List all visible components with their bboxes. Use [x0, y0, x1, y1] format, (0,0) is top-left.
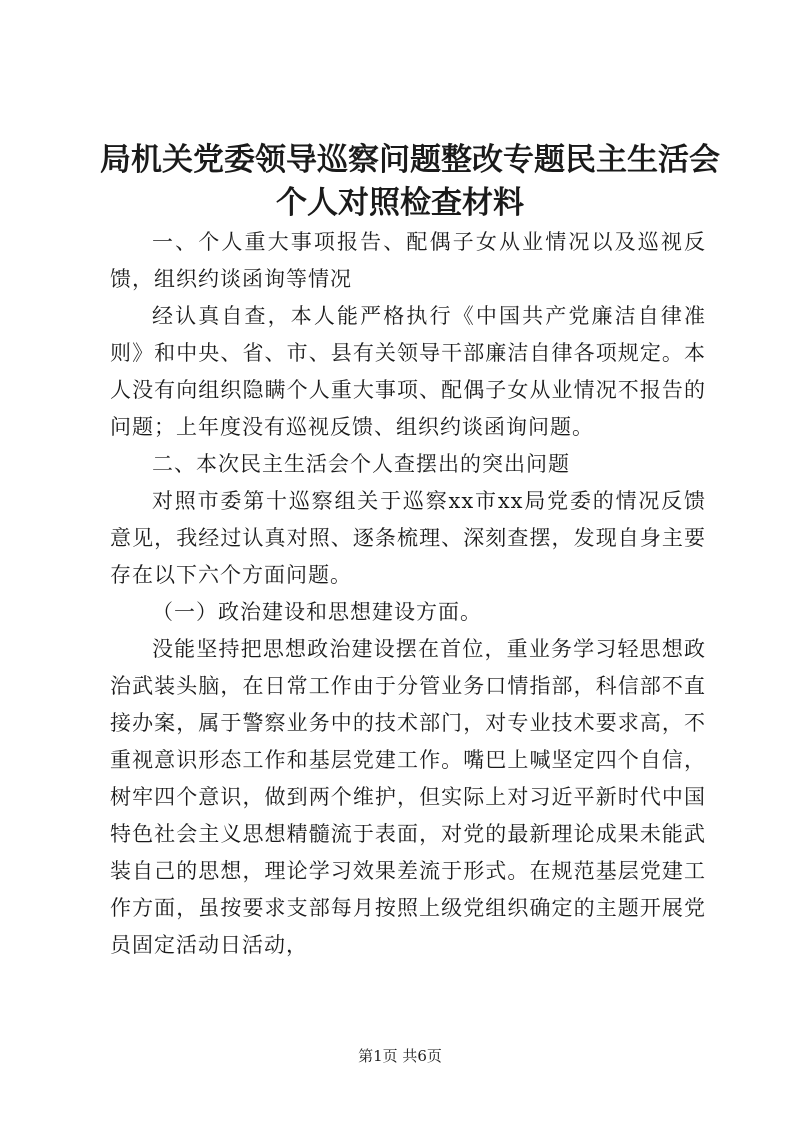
- document-title-line-1: 局机关党委领导巡察问题整改专题民主生活会: [100, 142, 720, 178]
- section-heading-1: 一、个人重大事项报告、配偶子女从业情况以及巡视反馈，组织约谈函询等情况: [110, 230, 706, 291]
- section-heading-2: 二、本次民主生活会个人查摆出的突出问题: [152, 452, 570, 476]
- paragraph-self-check: 经认真自查，本人能严格执行《中国共产党廉洁自律准则》和中央、省、市、县有关领导干部廉洁自律各项规定。本人没有向组织隐瞒个人重大事项、配偶子女从业情况不报告的问题；上年度没有巡视反馈、组织约谈函询问题。: [110, 304, 706, 439]
- page-number-footer: 第1页 共6页: [358, 1047, 442, 1065]
- subsection-heading-1: （一）政治建设和思想建设方面。: [152, 600, 482, 624]
- document-body: [110, 224, 706, 964]
- document-title-line-2: 个人对照检查材料: [276, 185, 524, 221]
- paragraph-political-construction: 没能坚持把思想政治建设摆在首位，重业务学习轻思想政治武装头脑，在日常工作由于分管业务口情指部，科信部不直接办案，属于警察业务中的技术部门，对专业技术要求高，不重视意识形态工作和基层党建工作。嘴巴上喊坚定四个自信，树牢四个意识，做到两个维护，但实际上对习近平新时代中国特色社会主义思想精髓流于表面，对党的最新理论成果未能武装自己的思想，理论学习效果差流于形式。在规范基层党建工作方面，虽按要求支部每月按照上级党组织确定的主题开展党员固定活动日活动，: [110, 637, 706, 957]
- paragraph-feedback: 对照市委第十巡察组关于巡察xx市xx局党委的情况反馈意见，我经过认真对照、逐条梳理、深刻查摆，发现自身主要存在以下六个方面问题。: [110, 489, 706, 587]
